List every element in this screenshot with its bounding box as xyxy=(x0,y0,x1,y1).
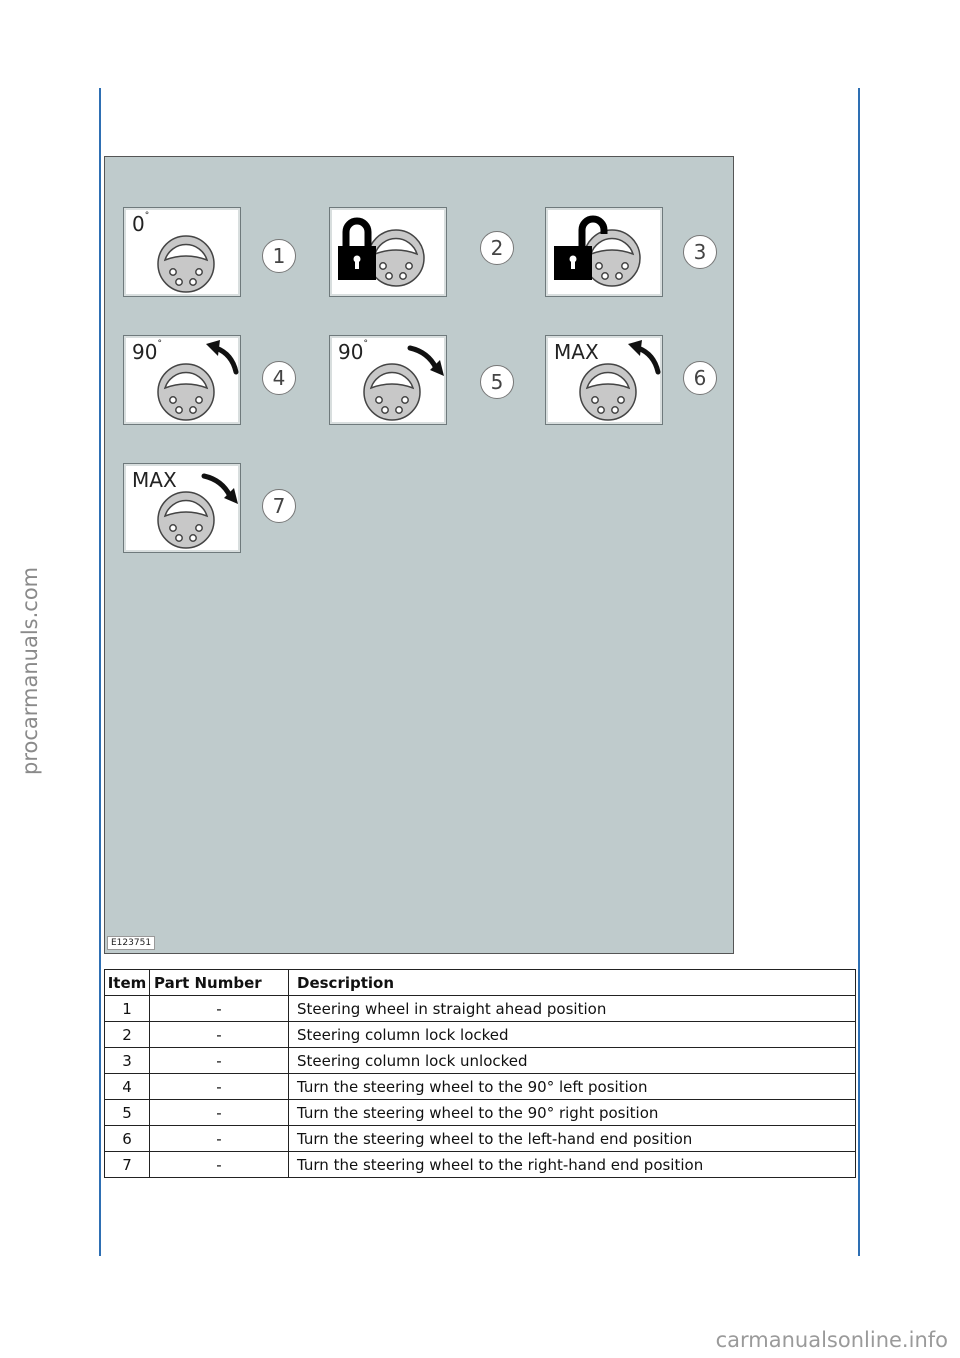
steering-tile-6 xyxy=(545,335,663,425)
row-description: Steering wheel in straight ahead position xyxy=(289,996,856,1022)
steering-wheel-icon xyxy=(158,364,214,420)
row-item: 5 xyxy=(105,1100,150,1126)
steering-wheel-icon xyxy=(158,236,214,292)
row-description: Turn the steering wheel to the 90° left position xyxy=(289,1074,856,1100)
row-part-number: - xyxy=(150,1152,289,1178)
header-part-number: Part Number xyxy=(150,970,289,996)
callout-5: 5 xyxy=(480,365,514,399)
row-part-number: - xyxy=(150,996,289,1022)
tile-label xyxy=(338,339,368,364)
steering-tile-5 xyxy=(329,335,447,425)
callout-6: 6 xyxy=(683,361,717,395)
row-item: 7 xyxy=(105,1152,150,1178)
tile-label xyxy=(132,339,162,364)
row-part-number: - xyxy=(150,1048,289,1074)
side-watermark: procarmanuals.com xyxy=(18,566,42,775)
row-item: 1 xyxy=(105,996,150,1022)
table-row xyxy=(105,1074,856,1100)
tile-label-text: MAX xyxy=(132,468,177,492)
figure-id: E123751 xyxy=(107,936,155,950)
steering-tile-3 xyxy=(545,207,663,297)
tile-label-text: 0 xyxy=(132,212,145,236)
steering-wheel-icon xyxy=(580,364,636,420)
row-part-number: - xyxy=(150,1100,289,1126)
steering-wheel-icon xyxy=(584,230,640,286)
callout-3: 3 xyxy=(683,235,717,269)
row-item: 4 xyxy=(105,1074,150,1100)
steering-wheel-icon xyxy=(364,364,420,420)
row-item: 6 xyxy=(105,1126,150,1152)
steering-tile-2 xyxy=(329,207,447,297)
tile-label xyxy=(132,470,177,490)
padlock-locked-icon xyxy=(338,221,376,280)
steering-wheel-icon xyxy=(368,230,424,286)
row-item: 3 xyxy=(105,1048,150,1074)
steering-tile-7 xyxy=(123,463,241,553)
tile-label xyxy=(554,342,599,362)
steering-tile-4 xyxy=(123,335,241,425)
table-row xyxy=(105,1152,856,1178)
row-part-number: - xyxy=(150,1074,289,1100)
arrow-clockwise-icon xyxy=(410,348,444,376)
row-part-number: - xyxy=(150,1022,289,1048)
arrow-counterclockwise-icon xyxy=(628,340,658,372)
row-part-number: - xyxy=(150,1126,289,1152)
tile-label-text: MAX xyxy=(554,340,599,364)
table-row xyxy=(105,1048,856,1074)
degree-symbol: ° xyxy=(363,339,368,349)
table-row xyxy=(105,996,856,1022)
table-row xyxy=(105,1126,856,1152)
row-description: Turn the steering wheel to the right-hand end position xyxy=(289,1152,856,1178)
steering-tile-1 xyxy=(123,207,241,297)
table-header-row xyxy=(105,970,856,996)
callout-4: 4 xyxy=(262,361,296,395)
header-description: Description xyxy=(289,970,856,996)
table-row xyxy=(105,1100,856,1126)
row-description: Steering column lock unlocked xyxy=(289,1048,856,1074)
callout-2: 2 xyxy=(480,231,514,265)
callout-7: 7 xyxy=(262,489,296,523)
right-margin-rule xyxy=(858,88,860,1256)
row-description: Turn the steering wheel to the 90° right position xyxy=(289,1100,856,1126)
bottom-watermark: carmanualsonline.info xyxy=(715,1328,948,1352)
parts-table xyxy=(104,969,856,1178)
callout-1: 1 xyxy=(262,239,296,273)
left-margin-rule xyxy=(99,88,101,1256)
tile-label-text: 90 xyxy=(338,340,364,364)
tile-label-text: 90 xyxy=(132,340,158,364)
row-description: Turn the steering wheel to the left-hand end position xyxy=(289,1126,856,1152)
arrow-clockwise-icon xyxy=(204,476,238,504)
header-item: Item xyxy=(105,970,150,996)
degree-symbol: ° xyxy=(144,211,150,221)
steering-positions-figure xyxy=(104,156,734,954)
table-row xyxy=(105,1022,856,1048)
row-item: 2 xyxy=(105,1022,150,1048)
tile-label xyxy=(132,211,150,236)
degree-symbol: ° xyxy=(157,339,162,349)
arrow-counterclockwise-icon xyxy=(206,340,236,372)
steering-wheel-icon xyxy=(158,492,214,548)
row-description: Steering column lock locked xyxy=(289,1022,856,1048)
